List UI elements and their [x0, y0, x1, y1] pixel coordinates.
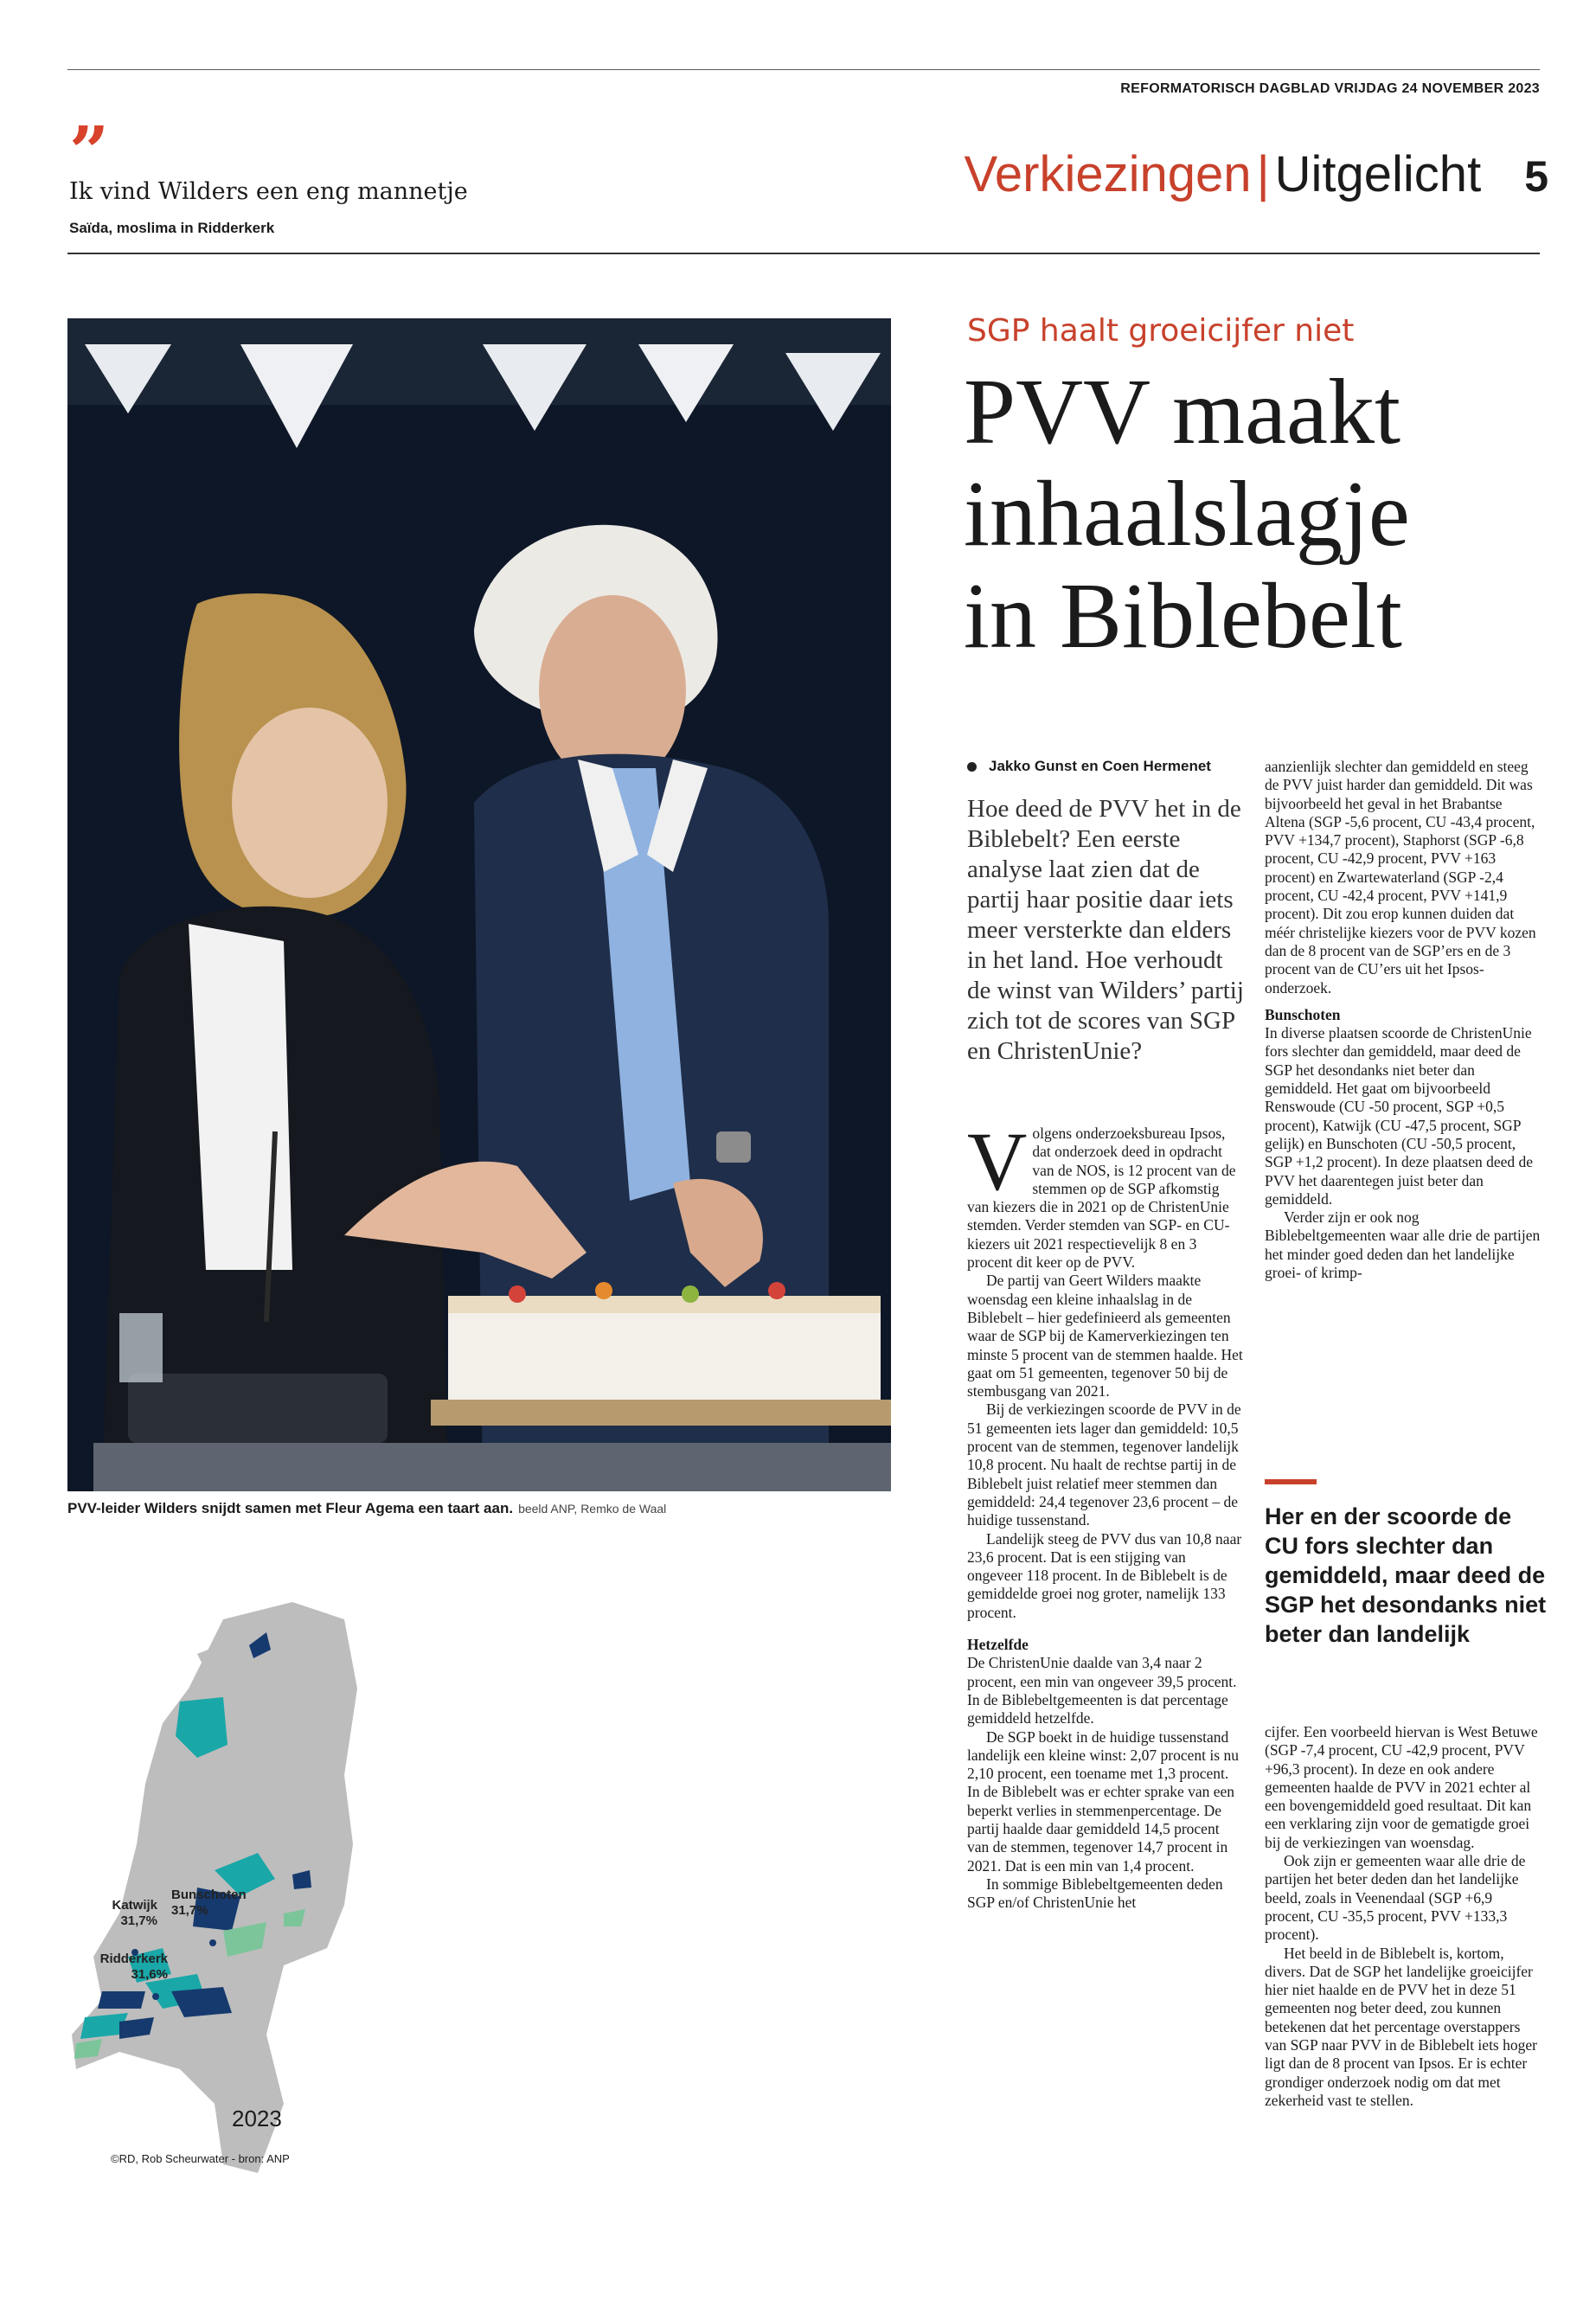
byline — [967, 758, 1211, 775]
section-divider: | — [1256, 146, 1270, 202]
section-sublabel: Uitgelicht — [1274, 146, 1482, 202]
header-rule — [67, 253, 1540, 254]
photo-credit: beeld ANP, Remko de Waal — [518, 1502, 667, 1516]
subheading: Bunschoten — [1265, 1005, 1341, 1023]
paragraph: Landelijk steeg de PVV dus van 10,8 naar 23,6 procent. Dat is een stijging van ongeveer 118 procent. In de Biblebelt is de gemiddelde groei nog groter, namelijk 133 procent. — [967, 1529, 1242, 1621]
article-kicker: SGP haalt groeicijfer niet — [967, 313, 1355, 349]
paragraph: aanzienlijk slechter dan gemiddeld en steeg de PVV juist harder dan gemiddeld. Dit was bijvoorbeeld het geval in het Brabantse Altena (SGP -5,6 procent, CU -43,4 procent, PVV +134,7 procent), Staphorst (SGP -6,8 procent, CU -42,9 procent, PVV +163 procent) en Zwartewaterland (SGP -2,4 procent, CU -42,4 procent, PVV +141,9 procent). Dit zou erop kunnen duiden dat méér christelijke kiezers voor de PVV kozen dan de 8 procent van de SGP’ers en de 3 procent van de CU’ers uit het Ipsos-onderzoek. — [1265, 758, 1536, 997]
article-column-2-continued — [1265, 1723, 1542, 2110]
paragraph: cijfer. Een voorbeeld hiervan is West Betuwe (SGP -7,4 procent, CU -42,9 procent, PVV +96,3 procent). In deze en ook andere gemeenten haalde de PVV in 2021 echter al een bovengemiddeld goed resultaat. Dit kan een verklaring zijn voor de gematigde groei bij de verkiezingen van woensdag. — [1265, 1723, 1538, 1851]
map-label-katwijk-value: 31,7% — [120, 1913, 157, 1928]
paragraph: De ChristenUnie daalde van 3,4 naar 2 procent, een min van ongeveer 39,5 procent. In de Biblebeltgemeenten is dat percentage gemiddeld hetzelfde. — [967, 1654, 1237, 1727]
byline-authors: Jakko Gunst en Coen Hermenet — [989, 758, 1211, 774]
article-column-2 — [1265, 758, 1542, 1282]
paragraph: De SGP boekt in de huidige tussenstand landelijk een kleine winst: 2,07 procent is nu 2,10 procent, een toename met 1,3 procent. In de Biblebelt was er echter sprake van een beperkt verlies in stemmenpercentage. De partij haalde daar gemiddeld 14,5 procent van de stemmen, tegenover 14,7 procent in 2021. Dat is een min van 1,4 procent. — [967, 1727, 1239, 1875]
paragraph: De partij van Geert Wilders maakte woensdag een kleine inhaalslag in de Biblebelt – hier gedefinieerd als gemeenten waar de SGP bij de Kamerverkiezingen ten minste 5 procent van de stemmen haalde. Het gaat om 51 gemeenten, tegenover 50 bij de stembusgang van 2021. — [967, 1272, 1243, 1400]
section-header — [865, 145, 1548, 203]
map-label-katwijk-name: Katwijk — [112, 1898, 157, 1913]
paragraph: In sommige Biblebeltgemeenten deden SGP en/of ChristenUnie het — [967, 1875, 1223, 1912]
map-year: 2023 — [232, 2106, 282, 2131]
paragraph — [967, 1115, 1244, 1272]
news-photo — [67, 318, 891, 1491]
paragraph: Ook zijn er gemeenten waar alle drie de partijen het beter deden dan het landelijke beeld, zoals in Veenendaal (SGP +6,9 procent, CU -35,5 procent, PVV +133,3 procent). — [1265, 1852, 1526, 1944]
article-headline — [964, 362, 1569, 668]
map-label-bunschoten — [171, 1888, 247, 1919]
map-label-ridderkerk-value: 31,6% — [131, 1967, 168, 1982]
paragraph: Het beeld in de Biblebelt is, kortom, divers. Dat de SGP het landelijke groeicijfer hier niet haalde en de PVV het in deze 51 gemeenten nog beter deed, zou kunnen betekenen dat het percentage overstappers van SGP naar PVV in de Biblebelt iets hoger ligt dan de 8 procent van Ipsos. Er is echter grondiger onderzoek nodig om dat met zekerheid vast te stellen. — [1265, 1944, 1537, 2109]
map-label-ridderkerk-name: Ridderkerk — [99, 1952, 168, 1966]
map-label-bunschoten-name: Bunschoten — [171, 1888, 247, 1902]
map-label-ridderkerk — [80, 1952, 168, 1983]
article-column-1 — [967, 1115, 1244, 1912]
masthead: REFORMATORISCH DAGBLAD VRIJDAG 24 NOVEMBER 2023 — [1120, 81, 1540, 96]
quote-author: Saïda, moslima in Ridderkerk — [69, 220, 275, 236]
pullquote-accent-bar — [1265, 1479, 1317, 1484]
map-label-katwijk — [80, 1898, 157, 1929]
paragraph: Bij de verkiezingen scoorde de PVV in de 51 gemeenten iets lager dan gemiddeld: 10,5 procent van de stemmen, tegenover landelijk 10,8 procent. Nu haalt de rechtse partij in de Biblebelt juist relatief meer stemmen dan gemiddeld: 24,4 tegenover 23,6 procent – de huidige tussenstand. — [967, 1400, 1241, 1529]
article-intro: Hoe deed de PVV het in de Biblebelt? Een eerste analyse laat zien dat de partij haar positie daar iets meer versterkte dan elders in het land. Hoe verhoudt de winst van Wilders’ partij zich tot de scores van SGP en ChristenUnie? — [967, 795, 1244, 1065]
subheading: Hetzelfde — [967, 1636, 1029, 1654]
photo-caption — [67, 1500, 666, 1517]
map-credit: ©RD, Rob Scheurwater - bron: ANP — [111, 2152, 290, 2165]
headline-line-2: inhaalslagje — [964, 463, 1410, 566]
quote-mark-icon: ” — [69, 111, 110, 192]
netherlands-map — [67, 1585, 362, 2190]
pull-quote-header: Ik vind Wilders een eng mannetje — [69, 178, 468, 205]
map-label-bunschoten-value: 31,7% — [171, 1903, 208, 1918]
top-rule — [67, 69, 1540, 70]
paragraph-text: olgens onderzoeksbureau Ipsos, dat onderzoek deed in opdracht van de NOS, is 12 procent van de stemmen op de SGP afkomstig van kiezers die in 2021 op de ChristenUnie stemden. Verder stemden van SGP- en CU-kiezers uit 2021 respectievelijk 8 en 3 procent dit keer op de PVV. — [967, 1125, 1236, 1272]
headline-line-1: PVV maakt — [964, 361, 1401, 464]
section-label: Verkiezingen — [964, 146, 1252, 202]
bullet-icon — [967, 762, 977, 772]
headline-line-3: in Biblebelt — [964, 565, 1402, 668]
drop-cap: V — [967, 1115, 1028, 1208]
page-number: 5 — [1524, 152, 1548, 201]
caption-text: PVV-leider Wilders snijdt samen met Fleur Agema een taart aan. — [67, 1500, 514, 1516]
pullquote: Her en der scoorde de CU fors slechter dan gemiddeld, maar deed de SGP het desondanks niet beter dan landelijk — [1265, 1503, 1547, 1647]
paragraph: In diverse plaatsen scoorde de ChristenUnie fors slechter dan gemiddeld, maar deed de SGP het desondanks niet beter dan gemiddeld. Het gaat om bijvoorbeeld Renswoude (CU -50 procent, SGP +0,5 procent), Katwijk (CU -47,5 procent, SGP gelijk) en Bunschoten (CU -50,5 procent, SGP +1,2 procent). In deze plaatsen deed de PVV het daarentegen juist beter dan gemiddeld. — [1265, 1024, 1534, 1208]
paragraph: Verder zijn er ook nog Biblebeltgemeenten waar alle drie de partijen het minder goed deden dan het landelijke groei- of krimp- — [1265, 1208, 1541, 1282]
